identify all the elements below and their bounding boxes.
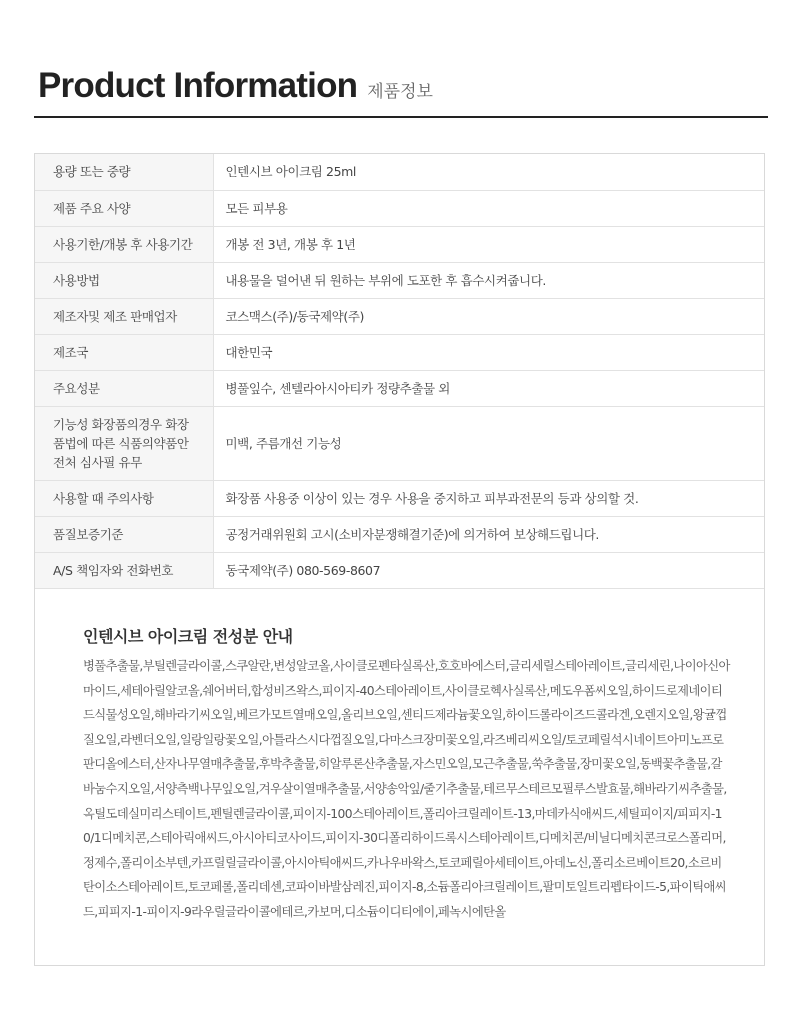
table-row — [35, 370, 764, 406]
table-row — [35, 516, 764, 552]
row-label: 제조자및 제조 판매업자 — [35, 298, 213, 334]
table-row — [35, 190, 764, 226]
table-row — [35, 334, 764, 370]
row-value: 대한민국 — [213, 334, 764, 370]
row-value: 미백, 주름개선 기능성 — [213, 406, 764, 480]
page-title: Product Information — [38, 66, 358, 105]
row-label: A/S 책임자와 전화번호 — [35, 552, 213, 588]
table-row — [35, 262, 764, 298]
header-divider — [34, 116, 768, 118]
table-row — [35, 406, 764, 480]
row-label: 사용방법 — [35, 262, 213, 298]
row-value: 인텐시브 아이크림 25ml — [213, 154, 764, 190]
table-row — [35, 480, 764, 516]
row-value: 개봉 전 3년, 개봉 후 1년 — [213, 226, 764, 262]
row-label: 사용기한/개봉 후 사용기간 — [35, 226, 213, 262]
row-label: 제조국 — [35, 334, 213, 370]
product-info-table — [35, 154, 764, 589]
row-label: 제품 주요 사양 — [35, 190, 213, 226]
row-value: 화장품 사용중 이상이 있는 경우 사용을 중지하고 피부과전문의 등과 상의할 것. — [213, 480, 764, 516]
table-row — [35, 226, 764, 262]
ingredients-list: 병풀추출물,부틸렌글라이콜,스쿠알란,변성알코올,사이클로펜타실록산,호호바에스터,글리세릴스테아레이트,글리세린,나이아신아마이드,세테아릴알코올,쉐어버터,합성비즈왁스,피이지-40스테아레이트,사이클로헥사실록산,메도우폼씨오일,하이드로제네이티드식물성오일,해바라기씨오일,베르가모트열매오일,올리브오일,센티드제라늄꽃오일,하이드롤라이즈드콜라겐,오렌지오일,왕귤껍질오일,라벤더오일,일랑일랑꽃오일,아틀라스시다껍질오일,다마스크장미꽃오일,라즈베리씨오일/토코페릴석시네이트아미노프로판디올에스터,산자나무열매추출물,후박추출물,히알루론산추출물,자스민오일,모근추출물,쑥추출물,장미꽃오일,동백꽃추출물,갈바눔수지오일,서양측백나무잎오일,겨우살이열매추출물,서양송악잎/줄기추출물,테르무스테르모필루스발효물,해바라기씨추출물,옥틸도데실미리스테이트,펜틸렌글라이콜,피이지-100스테아레이트,폴리아크릴레이트-13,마데카식애씨드,세틸피이지/피피지-10/1디메치콘,스테아릭애씨드,아시아티코사이드,피이지-30디폴리하이드록시스테아레이트,디메치콘/비닐디메치콘크로스폴리머,정제수,폴리이소부텐,카프릴릴글라이콜,아시아틱애씨드,카나우바왁스,토코페릴아세테이트,아데노신,폴리소르베이트20,소르비탄이소스테아레이트,토코페롤,폴리데센,코파이바발삼레진,피이지-8,소듐폴리아크릴레이트,팔미토일트리펩타이드-5,파이틱애씨드,피피지-1-피이지-9라우릴글라이콜에테르,카보머,디소듐이디티에이,페녹시에탄올 — [83, 659, 730, 919]
product-info-box — [34, 153, 765, 966]
row-value: 모든 피부용 — [213, 190, 764, 226]
page-header — [38, 66, 433, 106]
row-value: 공정거래위원회 고시(소비자분쟁해결기준)에 의거하여 보상해드립니다. — [213, 516, 764, 552]
table-row — [35, 154, 764, 190]
row-label: 품질보증기준 — [35, 516, 213, 552]
row-value: 동국제약(주) 080-569-8607 — [213, 552, 764, 588]
row-label: 사용할 때 주의사항 — [35, 480, 213, 516]
row-value: 내용물을 덜어낸 뒤 원하는 부위에 도포한 후 흡수시켜줍니다. — [213, 262, 764, 298]
table-row — [35, 552, 764, 588]
page-subtitle: 제품정보 — [367, 82, 433, 102]
ingredients-title: 인텐시브 아이크림 전성분 안내 — [83, 627, 293, 646]
row-value: 코스맥스(주)/동국제약(주) — [213, 298, 764, 334]
row-value: 병풀잎수, 센텔라아시아티카 정량추출물 외 — [213, 370, 764, 406]
table-row — [35, 298, 764, 334]
row-label: 용량 또는 중량 — [35, 154, 213, 190]
row-label: 주요성분 — [35, 370, 213, 406]
row-label: 기능성 화장품의경우 화장품법에 따른 식품의약품안전처 심사필 유무 — [35, 406, 213, 480]
